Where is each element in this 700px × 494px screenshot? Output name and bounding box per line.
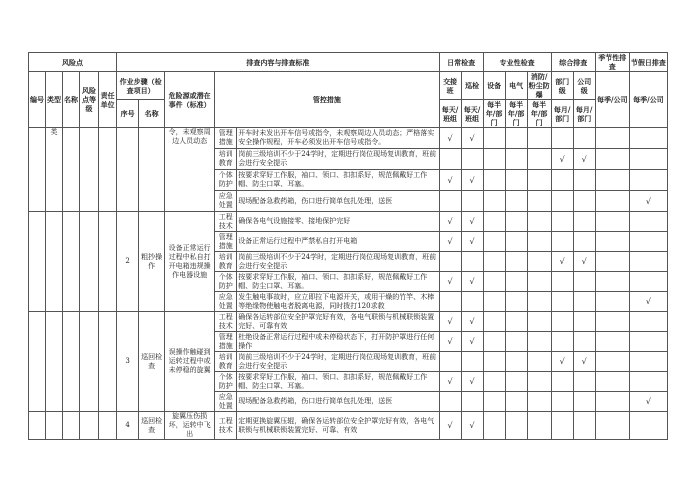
cell-risk-level xyxy=(80,412,99,440)
col-hazard: 危险源或潜在事件（标准） xyxy=(165,72,215,128)
cell-resp-unit xyxy=(99,412,117,440)
cell-hazard: 旋翼压伤损坏，运转中飞出 xyxy=(165,412,215,440)
check-cell xyxy=(505,332,527,352)
cell-no xyxy=(29,212,46,312)
cell-cat: 管理措施 xyxy=(215,332,237,352)
col-step-name: 名称 xyxy=(139,100,165,128)
cell-seq: 2 xyxy=(117,212,139,312)
check-cell: √ xyxy=(439,412,461,440)
check-cell xyxy=(505,292,527,312)
check-cell xyxy=(595,191,629,212)
freq-halfyear-2: 每半年/部门 xyxy=(505,100,527,128)
cell-control: 确保各运转部位安全护罩完好有效，各电气联锁与机械联锁装置完好、可靠有效 xyxy=(237,312,439,332)
check-cell: √ xyxy=(439,312,461,332)
check-cell xyxy=(505,149,527,170)
freq-quarter-company: 每季/公司 xyxy=(629,72,667,128)
check-cell xyxy=(483,191,505,212)
cell-control: 岗前三级培训不少于24学时，定期进行岗位现场复训教育，班前会进行安全提示 xyxy=(237,252,439,272)
check-cell xyxy=(505,232,527,252)
cell-type xyxy=(46,412,63,440)
check-cell xyxy=(483,252,505,272)
check-cell xyxy=(573,232,595,252)
check-cell: √ xyxy=(439,332,461,352)
check-cell xyxy=(573,292,595,312)
cell-cat: 个体防护 xyxy=(215,272,237,292)
cell-step: 巡回检查 xyxy=(139,312,165,412)
check-cell xyxy=(629,272,667,292)
check-cell: √ xyxy=(551,252,573,272)
check-cell xyxy=(595,252,629,272)
check-cell xyxy=(551,392,573,412)
comprehensive-check-header: 综合排查 xyxy=(551,53,595,72)
cell-step: 粗抄操作 xyxy=(139,212,165,312)
check-cell xyxy=(527,170,551,191)
col-resp-unit: 责任单位 xyxy=(99,72,117,128)
col-no: 编号 xyxy=(29,72,46,128)
check-cell xyxy=(595,332,629,352)
col-name: 名称 xyxy=(63,72,80,128)
check-cell xyxy=(461,191,483,212)
check-cell: √ xyxy=(439,128,461,149)
check-cell xyxy=(461,392,483,412)
cell-cat: 工程技术 xyxy=(215,412,237,440)
check-cell xyxy=(439,149,461,170)
check-cell xyxy=(505,312,527,332)
check-cell xyxy=(505,252,527,272)
check-cell xyxy=(595,128,629,149)
check-cell xyxy=(595,212,629,232)
col-company: 公司级 xyxy=(573,72,595,100)
check-cell xyxy=(573,170,595,191)
check-cell xyxy=(629,212,667,232)
cell-control: 现场配备急救药箱，伤口进行简单包扎处理，送医 xyxy=(237,392,439,412)
cell-control: 定期更换旋翼压辊，确保各运转部位安全护罩完好有效，各电气联锁与机械联锁装置完好、可靠、有效 xyxy=(237,412,439,440)
check-cell xyxy=(527,372,551,392)
cell-control: 开车时未发出开车信号或指令，未观察周边人员动态；严格落实安全操作规程，开车必须发出开车信号或指令。 xyxy=(237,128,439,149)
check-cell xyxy=(551,212,573,232)
check-cell xyxy=(595,352,629,372)
cell-control: 设备正常运行过程中严禁私自打开电箱 xyxy=(237,232,439,252)
check-cell xyxy=(483,412,505,440)
cell-resp-unit xyxy=(99,212,117,312)
cell-cat: 应急处置 xyxy=(215,191,237,212)
check-cell xyxy=(439,292,461,312)
cell-risk-level xyxy=(80,212,99,312)
check-cell xyxy=(573,272,595,292)
check-cell xyxy=(595,170,629,191)
cell-seq xyxy=(117,128,139,212)
cell-cat: 培训教育 xyxy=(215,352,237,372)
check-cell xyxy=(595,149,629,170)
check-cell xyxy=(483,372,505,392)
check-cell xyxy=(483,170,505,191)
cell-cat: 个体防护 xyxy=(215,170,237,191)
cell-name xyxy=(63,128,80,212)
check-cell xyxy=(551,412,573,440)
check-cell xyxy=(527,149,551,170)
freq-halfyear-1: 每半年/部门 xyxy=(483,100,505,128)
check-cell xyxy=(483,392,505,412)
cell-cat: 个体防护 xyxy=(215,372,237,392)
check-cell xyxy=(527,128,551,149)
cell-control: 现场配备急救药箱，伤口进行简单包扎处理，送医 xyxy=(237,191,439,212)
check-cell xyxy=(527,412,551,440)
cell-cat: 管理措施 xyxy=(215,128,237,149)
check-cell xyxy=(527,292,551,312)
cell-control: 按要求穿好工作服，袖口、领口、扣扣系好，规范佩戴好工作帽、防尘口罩、耳塞。 xyxy=(237,372,439,392)
check-cell xyxy=(483,232,505,252)
check-cell xyxy=(629,149,667,170)
check-cell xyxy=(505,412,527,440)
cell-control: 按要求穿好工作服，袖口、领口、扣扣系好，规范佩戴好工作帽、防尘口罩、耳塞。 xyxy=(237,272,439,292)
check-cell xyxy=(483,149,505,170)
cell-control: 确保各电气设施接零、接地保护完好 xyxy=(237,212,439,232)
col-seq: 序号 xyxy=(117,100,139,128)
check-cell: √ xyxy=(439,212,461,232)
check-cell: √ xyxy=(551,149,573,170)
cell-seq: 4 xyxy=(117,412,139,440)
cell-hazard: 令，未观察周边人员动态 xyxy=(165,128,215,212)
check-cell xyxy=(527,232,551,252)
check-cell xyxy=(551,128,573,149)
check-cell xyxy=(551,232,573,252)
cell-resp-unit xyxy=(99,312,117,412)
col-electric: 电气 xyxy=(505,72,527,100)
cell-hazard: 误操作触碰到运转过程中或未停稳的旋翼 xyxy=(165,312,215,412)
check-cell: √ xyxy=(461,312,483,332)
check-cell xyxy=(461,352,483,372)
cell-control: 岗前三级培训不少于24学时，定期进行岗位现场复训教育，班前会进行安全提示 xyxy=(237,149,439,170)
cell-cat: 应急处置 xyxy=(215,292,237,312)
cell-risk-level xyxy=(80,312,99,412)
check-cell xyxy=(527,212,551,232)
check-cell: √ xyxy=(573,352,595,372)
check-cell xyxy=(439,352,461,372)
check-cell xyxy=(551,292,573,312)
col-type: 类型 xyxy=(46,72,63,128)
check-cell xyxy=(551,272,573,292)
cell-control: 按要求穿好工作服，袖口、领口、扣扣系好，规范佩戴好工作帽、防尘口罩、耳塞。 xyxy=(237,170,439,191)
cell-cat: 培训教育 xyxy=(215,149,237,170)
check-cell xyxy=(573,191,595,212)
check-cell: √ xyxy=(629,292,667,312)
check-cell xyxy=(527,352,551,372)
check-cell xyxy=(595,412,629,440)
check-cell xyxy=(461,252,483,272)
check-cell: √ xyxy=(461,372,483,392)
check-cell xyxy=(573,332,595,352)
check-cell xyxy=(595,292,629,312)
check-cell xyxy=(527,392,551,412)
check-cell: √ xyxy=(439,232,461,252)
check-cell xyxy=(527,312,551,332)
check-cell xyxy=(551,191,573,212)
cell-cat: 应急处置 xyxy=(215,392,237,412)
col-fire: 消防/粉尘防爆 xyxy=(528,72,550,99)
check-cell: √ xyxy=(573,149,595,170)
check-cell: √ xyxy=(461,412,483,440)
cell-control: 发生触电事故时，应立即拉下电源开关，或用干燥的竹竿、木棒等绝缘物使触电者脱离电源，同时拨打120求救 xyxy=(237,292,439,312)
cell-control: 岗前三级培训不少于24学时，定期进行岗位现场复训教育，班前会进行安全提示 xyxy=(237,352,439,372)
cell-type: 类 xyxy=(46,128,63,212)
check-cell xyxy=(573,372,595,392)
check-cell: √ xyxy=(439,170,461,191)
check-cell xyxy=(461,292,483,312)
check-cell: √ xyxy=(461,332,483,352)
check-cell xyxy=(629,128,667,149)
check-cell: √ xyxy=(461,272,483,292)
col-equipment: 设备 xyxy=(483,72,505,100)
check-cell xyxy=(629,252,667,272)
check-cell xyxy=(629,412,667,440)
check-cell xyxy=(505,170,527,191)
cell-name xyxy=(63,212,80,312)
col-control: 管控措施 xyxy=(215,72,439,128)
check-cell xyxy=(527,332,551,352)
cell-type xyxy=(46,212,63,312)
cell-cat: 管理措施 xyxy=(215,232,237,252)
check-cell xyxy=(483,312,505,332)
check-cell: √ xyxy=(439,272,461,292)
check-cell xyxy=(483,352,505,372)
check-cell xyxy=(483,292,505,312)
check-cell xyxy=(573,212,595,232)
check-cell xyxy=(551,332,573,352)
check-cell xyxy=(573,312,595,332)
check-cell xyxy=(483,212,505,232)
check-cell: √ xyxy=(629,191,667,212)
cell-cat: 培训教育 xyxy=(215,252,237,272)
check-cell xyxy=(439,392,461,412)
cell-no xyxy=(29,412,46,440)
seasonal-check-header: 季节性排查 xyxy=(595,53,629,72)
check-cell xyxy=(505,272,527,292)
check-cell xyxy=(629,232,667,252)
cell-no xyxy=(29,128,46,212)
check-cell: √ xyxy=(439,372,461,392)
cell-risk-level xyxy=(80,128,99,212)
check-cell xyxy=(505,352,527,372)
check-cell xyxy=(505,372,527,392)
check-cell xyxy=(439,191,461,212)
check-cell xyxy=(505,212,527,232)
check-cell xyxy=(505,392,527,412)
cell-control: 杜绝设备正常运行过程中或未停稳状态下，打开防护罩进行任何操作 xyxy=(237,332,439,352)
cell-resp-unit xyxy=(99,128,117,212)
check-cell xyxy=(629,170,667,191)
freq-month-1: 每月/部门 xyxy=(551,100,573,128)
check-cell: √ xyxy=(629,392,667,412)
check-cell: √ xyxy=(461,232,483,252)
holiday-check-header: 节假日排查 xyxy=(629,53,667,72)
check-cell xyxy=(527,252,551,272)
freq-halfyear-3: 每半年/部门 xyxy=(527,100,551,128)
col-shift-handover: 交接班 xyxy=(439,72,461,100)
cell-name xyxy=(63,412,80,440)
check-cell xyxy=(595,392,629,412)
check-cell xyxy=(595,272,629,292)
check-cell xyxy=(527,191,551,212)
check-cell xyxy=(551,170,573,191)
check-cell xyxy=(505,128,527,149)
content-standard-header: 排查内容与排查标准 xyxy=(117,53,439,72)
check-cell xyxy=(483,128,505,149)
check-cell xyxy=(629,332,667,352)
check-cell xyxy=(629,372,667,392)
cell-hazard: 设备正常运行过程中私自打开电箱违规操作电器设施 xyxy=(165,212,215,312)
risk-check-table xyxy=(28,52,668,440)
check-cell xyxy=(483,272,505,292)
cell-type xyxy=(46,312,63,412)
cell-step: 巡回检查 xyxy=(139,412,165,440)
check-cell xyxy=(629,312,667,332)
cell-step xyxy=(139,128,165,212)
check-cell xyxy=(595,232,629,252)
check-cell: √ xyxy=(461,212,483,232)
cell-name xyxy=(63,312,80,412)
check-cell xyxy=(595,312,629,332)
risk-point-header: 风险点 xyxy=(29,53,117,72)
freq-shift-1: 每天/班组 xyxy=(439,100,461,128)
check-cell: √ xyxy=(573,252,595,272)
check-cell xyxy=(595,372,629,392)
check-cell: √ xyxy=(461,128,483,149)
freq-season-company: 每季/公司 xyxy=(595,72,629,128)
col-steps: 作业步骤（检查项目） xyxy=(117,72,165,100)
check-cell: √ xyxy=(461,170,483,191)
col-risk-level: 风险点等级 xyxy=(80,72,99,128)
col-workshop: 部门级 xyxy=(551,72,573,100)
check-cell xyxy=(629,352,667,372)
freq-month-2: 每月/部门 xyxy=(573,100,595,128)
freq-shift-2: 每天/班组 xyxy=(461,100,483,128)
check-cell xyxy=(551,312,573,332)
check-cell xyxy=(573,412,595,440)
check-cell xyxy=(527,272,551,292)
check-cell xyxy=(573,128,595,149)
col-patrol: 巡检 xyxy=(461,72,483,100)
check-cell xyxy=(439,252,461,272)
check-cell xyxy=(461,149,483,170)
cell-cat: 工程技术 xyxy=(215,212,237,232)
cell-seq: 3 xyxy=(117,312,139,412)
check-cell xyxy=(483,332,505,352)
check-cell xyxy=(551,372,573,392)
check-cell xyxy=(505,191,527,212)
check-cell xyxy=(573,392,595,412)
daily-check-header: 日常检查 xyxy=(439,53,483,72)
check-cell: √ xyxy=(551,352,573,372)
cell-cat: 工程技术 xyxy=(215,312,237,332)
specialty-check-header: 专业性检查 xyxy=(483,53,551,72)
cell-no xyxy=(29,312,46,412)
